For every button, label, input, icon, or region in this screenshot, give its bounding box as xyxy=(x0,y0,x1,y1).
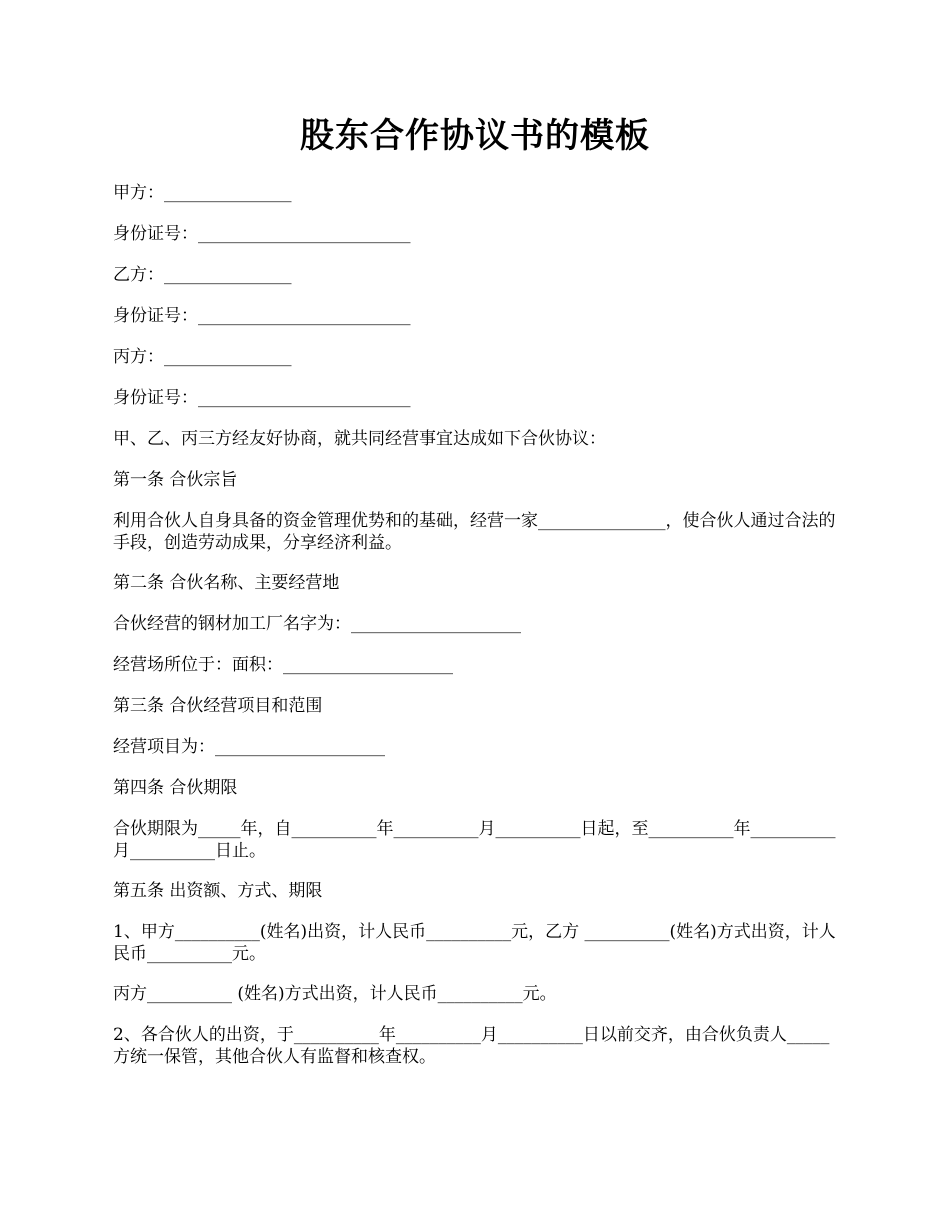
article-5-clause-2: 2、各合伙人的出资，于__________年__________月__________日以前交齐，由合伙负责人_____方统一保管，其他合伙人有监督和核查权。 xyxy=(113,1025,830,1067)
party-b-line: 乙方：_______________ xyxy=(113,265,292,285)
document-title: 股东合作协议书的模板 xyxy=(300,116,650,156)
article-1-heading: 第一条 合伙宗旨 xyxy=(113,470,238,490)
article-4-body: 合伙期限为_____年，自__________年__________月__________日起，至__________年__________月__________日止。 xyxy=(113,819,836,861)
preamble: 甲、乙、丙三方经友好协商，就共同经营事宜达成如下合伙协议： xyxy=(113,429,606,449)
article-3-heading: 第三条 合伙经营项目和范围 xyxy=(113,696,323,716)
article-3-body: 经营项目为：____________________ xyxy=(113,737,385,757)
party-b-id-line: 身份证号：_________________________ xyxy=(113,306,411,326)
article-5-clause-1-cont: 丙方__________ (姓名)方式出资，计人民币__________元。 xyxy=(113,984,557,1004)
party-c-line: 丙方：_______________ xyxy=(113,347,292,367)
article-2-location-line: 经营场所位于：面积：____________________ xyxy=(113,655,453,675)
party-a-id-line: 身份证号：_________________________ xyxy=(113,224,411,244)
article-2-heading: 第二条 合伙名称、主要经营地 xyxy=(113,573,340,593)
party-a-line: 甲方：_______________ xyxy=(113,183,292,203)
article-2-name-line: 合伙经营的钢材加工厂名字为：____________________ xyxy=(113,614,521,634)
article-5-clause-1: 1、甲方__________(姓名)出资，计人民币__________元，乙方 __________(姓名)方式出资，计人民币__________元。 xyxy=(113,922,836,964)
article-1-body: 利用合伙人自身具备的资金管理优势和的基础，经营一家_______________，使合伙人通过合法的手段，创造劳动成果，分享经济利益。 xyxy=(113,511,836,553)
article-5-heading: 第五条 出资额、方式、期限 xyxy=(113,881,323,901)
party-c-id-line: 身份证号：_________________________ xyxy=(113,388,411,408)
article-4-heading: 第四条 合伙期限 xyxy=(113,778,238,798)
